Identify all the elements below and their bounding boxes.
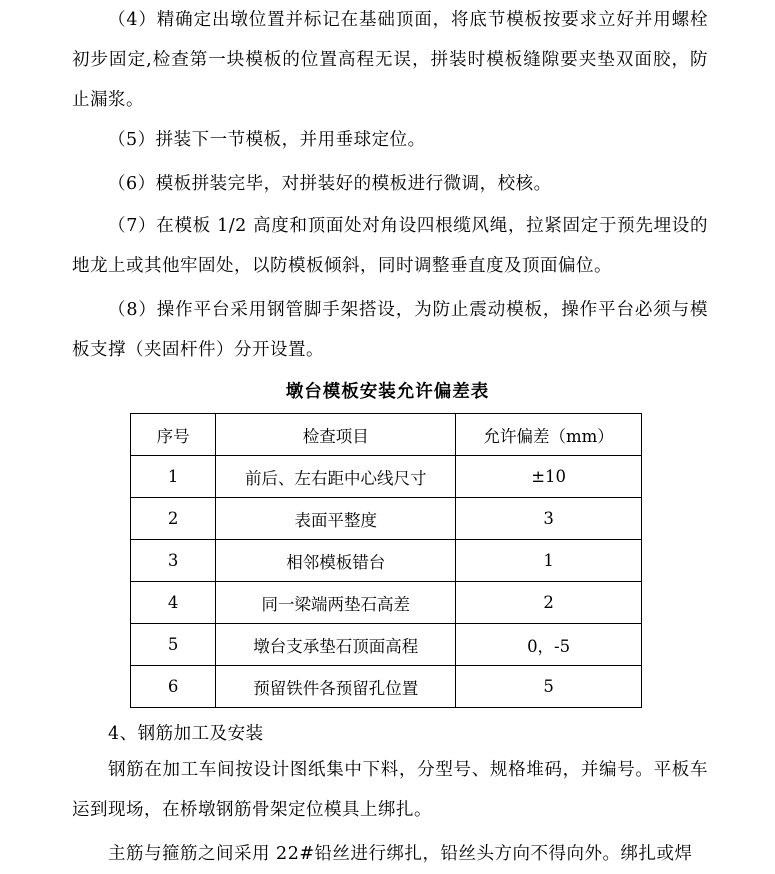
cell-tolerance: 3 bbox=[456, 498, 642, 540]
section-paragraph-2: 主筋与箍筋之间采用 22#铅丝进行绑扎，铅丝头方向不得向外。绑扎或焊 bbox=[108, 844, 693, 864]
paragraph-step-4: （4）精确定出墩位置并标记在基础顶面，将底节模板按要求立好并用螺栓初步固定,检查第一块模板的位置高程无误，拼装时模板缝隙要夹垫双面胶，防止漏浆。 bbox=[72, 10, 708, 110]
cell-index: 5 bbox=[131, 624, 216, 666]
paragraph-step-7: （7）在模板 1/2 高度和顶面处对角设四根缆风绳，拉紧固定于预先埋设的地龙上或其他牢固处，以防模板倾斜，同时调整垂直度及顶面偏位。 bbox=[72, 216, 708, 276]
cell-tolerance: 5 bbox=[456, 666, 642, 708]
table-row bbox=[131, 540, 642, 582]
header-index: 序号 bbox=[131, 414, 216, 456]
table-row bbox=[131, 582, 642, 624]
cell-item: 墩台支承垫石顶面高程 bbox=[216, 624, 456, 666]
cell-index: 6 bbox=[131, 666, 216, 708]
table-row bbox=[131, 498, 642, 540]
cell-item: 前后、左右距中心线尺寸 bbox=[216, 456, 456, 498]
paragraph-step-5: （5）拼装下一节模板，并用垂球定位。 bbox=[108, 130, 426, 150]
cell-tolerance: 0，-5 bbox=[456, 624, 642, 666]
tolerance-table bbox=[130, 413, 642, 708]
cell-tolerance: 1 bbox=[456, 540, 642, 582]
cell-item: 预留铁件各预留孔位置 bbox=[216, 666, 456, 708]
section-paragraph-1: 钢筋在加工车间按设计图纸集中下料，分型号、规格堆码，并编号。平板车运到现场，在桥墩钢筋骨架定位模具上绑扎。 bbox=[72, 760, 708, 820]
cell-item: 表面平整度 bbox=[216, 498, 456, 540]
table-row bbox=[131, 624, 642, 666]
section-heading: 4、钢筋加工及安装 bbox=[108, 724, 264, 744]
table-row bbox=[131, 666, 642, 708]
header-item: 检查项目 bbox=[216, 414, 456, 456]
cell-index: 4 bbox=[131, 582, 216, 624]
cell-index: 2 bbox=[131, 498, 216, 540]
cell-item: 同一梁端两垫石高差 bbox=[216, 582, 456, 624]
table-row bbox=[131, 456, 642, 498]
cell-tolerance: ±10 bbox=[456, 456, 642, 498]
header-tolerance: 允许偏差（mm） bbox=[456, 414, 642, 456]
paragraph-step-6: （6）模板拼装完毕，对拼装好的模板进行微调，校核。 bbox=[108, 174, 552, 194]
cell-item: 相邻模板错台 bbox=[216, 540, 456, 582]
cell-index: 3 bbox=[131, 540, 216, 582]
cell-tolerance: 2 bbox=[456, 582, 642, 624]
cell-index: 1 bbox=[131, 456, 216, 498]
table-header-row bbox=[131, 414, 642, 456]
paragraph-step-8: （8）操作平台采用钢管脚手架搭设，为防止震动模板，操作平台必须与模板支撑（夹固杆件）分开设置。 bbox=[72, 300, 708, 360]
table-title: 墩台模板安装允许偏差表 bbox=[285, 382, 490, 402]
